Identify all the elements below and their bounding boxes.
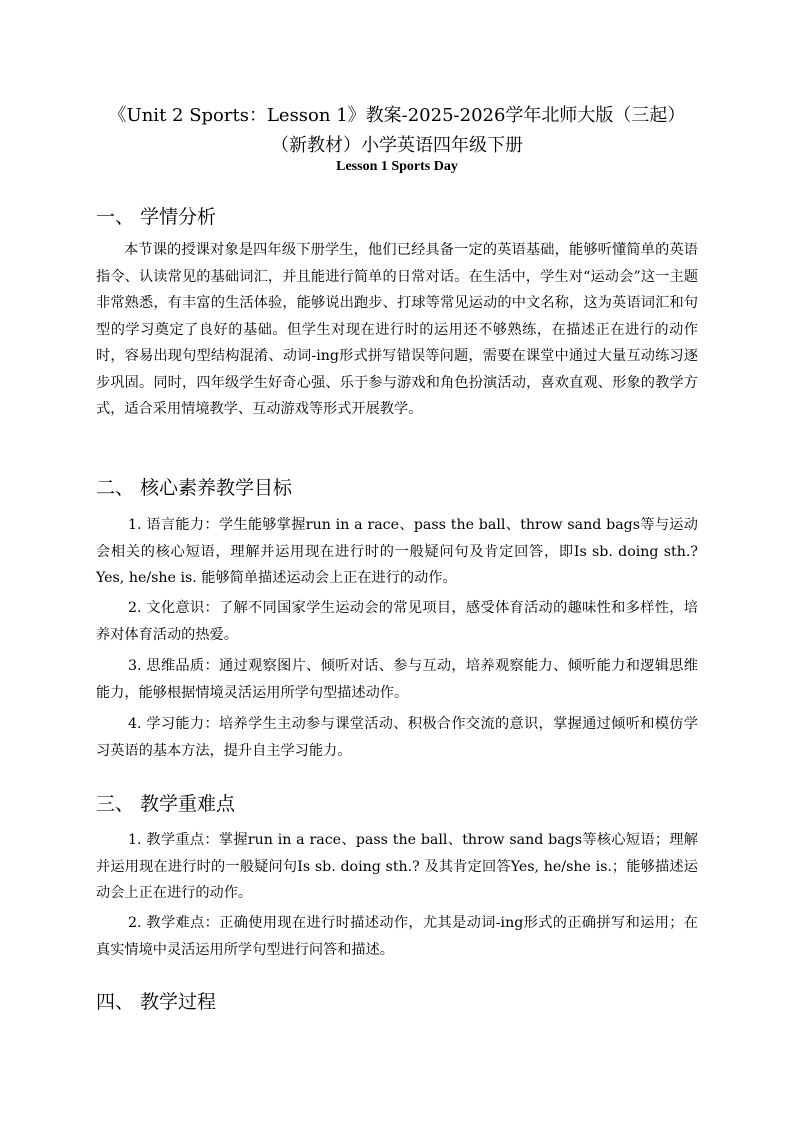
section-heading-teaching-objectives: 二、 核心素养教学目标 [96, 477, 293, 499]
paragraph-objective-culture: 2. 文化意识：了解不同国家学生运动会的常见项目，感受体育活动的趣味性和多样性，培养对体育活动的热爱。 [96, 600, 698, 643]
paragraph-key-points: 1. 教学重点：掌握run in a race、pass the ball、throw sand bags等核心短语；理解并运用现在进行时的一般疑问句Is sb. doing sth.? 及其肯定回答Yes, he/she is.；能够描述运动会上正在进行的动作。 [96, 832, 698, 901]
section-heading-learner-analysis: 一、 学情分析 [96, 206, 217, 228]
document-title: 《Unit 2 Sports：Lesson 1》教案-2025-2026学年北师大版（三起）（新教材）小学英语四年级下册 [108, 105, 686, 156]
section-heading-teaching-process: 四、 教学过程 [96, 991, 217, 1013]
paragraph-objective-learning: 4. 学习能力：培养学生主动参与课堂活动、积极合作交流的意识，掌握通过倾听和模仿学习英语的基本方法，提升自主学习能力。 [96, 716, 698, 759]
document-subtitle: Lesson 1 Sports Day [336, 159, 458, 174]
paragraph-learner-analysis: 本节课的授课对象是四年级下册学生，他们已经具备一定的英语基础，能够听懂简单的英语指令、认读常见的基础词汇，并且能进行简单的日常对话。在生活中，学生对“运动会”这一主题非常熟悉，有丰富的生活体验，能够说出跑步、打球等常见运动的中文名称，这为英语词汇和句型的学习奠定了良好的基础。但学生对现在进行时的运用还不够熟练，在描述正在进行的动作时，容易出现句型结构混淆、动词-ing形式拼写错误等问题，需要在课堂中通过大量互动练习逐步巩固。同时，四年级学生好奇心强、乐于参与游戏和角色扮演活动，喜欢直观、形象的教学方式，适合采用情境教学、互动游戏等形式开展教学。 [96, 242, 698, 417]
paragraph-difficult-points: 2. 教学难点：正确使用现在进行时描述动作，尤其是动词-ing形式的正确拼写和运用；在真实情境中灵活运用所学句型进行问答和描述。 [96, 915, 698, 958]
section-heading-key-difficult-points: 三、 教学重难点 [96, 793, 236, 815]
paragraph-objective-thinking: 3. 思维品质：通过观察图片、倾听对话、参与互动，培养观察能力、倾听能力和逻辑思维能力，能够根据情境灵活运用所学句型描述动作。 [96, 658, 698, 701]
paragraph-objective-language: 1. 语言能力：学生能够掌握run in a race、pass the ball、throw sand bags等与运动会相关的核心短语，理解并运用现在进行时的一般疑问句及肯定回答，即Is sb. doing sth.? Yes, he/she is. 能够简单描述运动会上正在进行的动作。 [96, 517, 698, 586]
